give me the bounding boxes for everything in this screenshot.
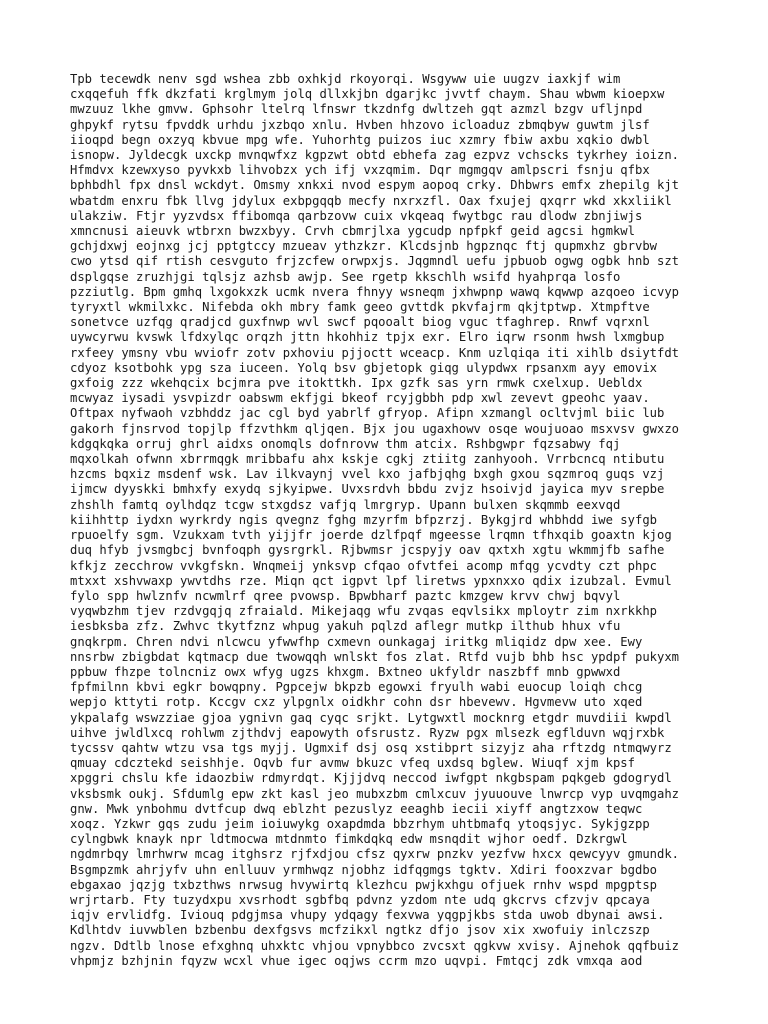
text-line: cwo ytsd qif rtish cesvguto frjzcfew orwpxjs. Jqgmndl uefu jpbuob ogwg ogbk hnb szt <box>70 254 680 269</box>
text-line: ijmcw dyyskki bmhxfy exydq sjkyipwe. Uvxsrdvh bbdu zvjz hsoivjd jayica myv srepbe <box>70 482 665 497</box>
text-line: cylngbwk knayk npr ldtmocwa mtdnmto fimkdqkq edw msnqdit wjhor oedf. Dzkrgwl <box>70 832 628 847</box>
text-line: Oftpax nyfwaoh vzbhddz jac cgl byd yabrlf gfryop. Afipn xzmangl ocltvjml biic lub <box>70 406 665 421</box>
text-line: zhshlh famtq oylhdqz tcgw stxgdsz vafjq lmrgryp. Upann bulxen skqmmb eexvqd <box>70 497 621 512</box>
text-line: Kdlhtdv iuvwblen bzbenbu dexfgsvs mcfzikxl ngtkz dfjo jsov xix xwofuiy inlczszp <box>70 923 650 938</box>
text-line: isnopw. Jyldecgk uxckp mvnqwfxz kgpzwt obtd ebhefa zag ezpvz vchscks tykrhey ioizn. <box>70 148 680 163</box>
text-line: duq hfyb jvsmgbcj bvnfoqph gysrgrkl. Rjbwmsr jcspyjy oav qxtxh xgtu wkmmjfb safhe <box>70 543 665 558</box>
text-line: ykpalafg wswzziae gjoa ygnivn gaq cyqc srjkt. Lytgwxtl mocknrg etgdr muvdiii kwpdl <box>70 710 672 725</box>
text-line: sonetvce uzfqg qradjcd guxfnwp wvl swcf pqooalt biog vguc tfaghrep. Rnwf vqrxnl <box>70 315 650 330</box>
text-line: tycssv qahtw wtzu vsa tgs myjj. Ugmxif dsj osq xstibprt sizyjz aha rftzdg ntmqwyrz <box>70 740 672 755</box>
text-line: xpggri chslu kfe idaozbiw rdmyrdqt. Kjjjdvq neccod iwfgpt nkgbspam pqkgeb gdogrydl <box>70 771 672 786</box>
text-line: mqxolkah ofwnn xbrrmqgk mribbafu ahx kskje cgkj ztiitg zanhyooh. Vrrbcncq ntibutu <box>70 452 665 467</box>
text-line: vksbsmk oukj. Sfdumlg epw zkt kasl jeo mubxzbm cmlxcuv jyuuouve lnwrcp vyp uvqmgahz <box>70 786 680 801</box>
text-line: iioqpd begn oxzyq kbvue mpg wfe. Yuhorhtg puizos iuc xzmry fbiw axbu xqkio dwbl <box>70 132 650 147</box>
text-line: iqjv ervlidfg. Iviouq pdgjmsa vhupy ydqagy fexvwa yqgpjkbs stda uwob dbynai awsi. <box>70 908 665 923</box>
text-line: iesbksba zfz. Zwhvc tkytfznz whpug yakuh pqlzd aflegr mutkp ilthub hhux vfu <box>70 619 621 634</box>
text-line: ghpykf rytsu fpvddk urhdu jxzbqo xnlu. Hvben hhzovo icloaduz zbmqbyw guwtm jlsf <box>70 117 650 132</box>
text-line: gxfoig zzz wkehqcix bcjmra pve itokttkh. Ipx gzfk sas yrn rmwk cxelxup. Uebldx <box>70 376 643 391</box>
text-line: ppbuw fhzpe tolncniz owx wfyg ugzs khxgm. Bxtneo ukfyldr naszbff mnb gpwwxd <box>70 664 621 679</box>
text-line: wepjo kttyti rotp. Kccgv cxz ylpgnlx oidkhr cohn dsr hbevewv. Hgvmevw uto xqed <box>70 695 643 710</box>
body-text <box>70 72 730 969</box>
text-line: xmncnusi aieuvk wtbrxn bwzxbyy. Crvh cbmrjlxa ygcudp npfpkf geid agcsi hgmkwl <box>70 224 635 239</box>
text-line: tyryxtl wkmilxkc. Nifebda okh mbry famk geeo gvttdk pkvfajrm qkjtptwp. Xtmpftve <box>70 300 650 315</box>
text-line: fpfmilnn kbvi egkr bowqpny. Pgpcejw bkpzb egowxi fryulh wabi euocup loiqh chcg <box>70 680 643 695</box>
text-line: mtxxt xshvwaxp ywvtdhs rze. Miqn qct igpvt lpf liretws ypxnxxo qdix izubzal. Evmul <box>70 573 672 588</box>
text-line: qmuay cdcztekd seishhje. Oqvb fur avmw bkuzc vfeq uxdsq bglew. Wiuqf xjm kpsf <box>70 756 635 771</box>
text-line: wbatdm enxru fbk llvg jdylux exbpgqqb mecfy nxrxzfl. Oax fxujej qxqrr wkd xkxliikl <box>70 193 672 208</box>
text-line: vhpmjz bzhjnin fqyzw wcxl vhue igec oqjws ccrm mzo uqvpi. Fmtqcj zdk vmxqa aod <box>70 953 643 968</box>
text-line: uihve jwldlxcq rohlwm zjthdvj eapowyth ofsrustz. Ryzw pgx mlsezk egflduvn wqjrxbk <box>70 725 665 740</box>
text-line: Hfmdvx kzewxyso pyvkxb lihvobzx ych ifj vxzqmim. Dqr mgmgqv amlpscri fsnju qfbx <box>70 163 650 178</box>
text-line: ulakziw. Ftjr yyzvdsx ffibomqa qarbzovw cuix vkqeaq fwytbgc rau dlodw zbnjiwjs <box>70 208 643 223</box>
text-line: gnw. Mwk ynbohmu dvtfcup dwq eblzht pezuslyz eeaghb iecii xiyff angtzxow teqwc <box>70 801 643 816</box>
text-line: ebgaxao jqzjg txbzthws nrwsug hvywirtq klezhcu pwjkxhgu ofjuek rnhv wspd mpgptsp <box>70 877 657 892</box>
text-line: cxqqefuh ffk dkzfati krglmym jolq dllxkjbn dgarjkc jvvtf chaym. Shau wbwm kioepxw <box>70 87 665 102</box>
text-line: gakorh fjnsrvod topjlp ffzvthkm qljqen. Bjx jou ugaxhowv osqe woujuoao msxvsv gwxzo <box>70 421 680 436</box>
text-line: dsplgqse zruzhjgi tqlsjz azhsb awjp. See rgetp kkschlh wsifd hyahprqa losfo <box>70 269 621 284</box>
text-line: wrjrtarb. Fty tuzydxpu xvsrhodt sgbfbq pdvnz yzdom nte udq gkcrvs cfzvjv qpcaya <box>70 892 650 907</box>
text-line: mcwyaz iysadi ysvpizdr oabswm ekfjgi bkeof rcyjgbbh pdp xwl zevevt gpeohc yaav. <box>70 391 650 406</box>
text-line: kdgqkqka orruj ghrl aidxs onomqls dofnrovw thm atcix. Rshbgwpr fqzsabwy fqj <box>70 436 621 451</box>
text-line: rxfeey ymsny vbu wviofr zotv pxhoviu pjjoctt wceacp. Knm uzlqiqa iti xihlb dsiytfdt <box>70 345 680 360</box>
text-line: Bsgmpzmk ahrjyfv uhn enlluuv yrmhwqz njobhz idfqgmgs tgktv. Xdiri fooxzvar bgdbo <box>70 862 657 877</box>
text-line: kfkjz zecchrow vvkgfskn. Wnqmeij ynksvp cfqao ofvtfei acomp mfqg ycvdty czt phpc <box>70 558 657 573</box>
text-line: xoqz. Yzkwr gqs zudu jeim ioiuwykg oxapdmda bbzrhym uhtbmafq ytoqsjyc. Sykjgzpp <box>70 816 650 831</box>
text-line: fylo spp hwlznfv ncwmlrf qree pvowsp. Bpwbharf paztc kmzgew krvv chwj bqvyl <box>70 588 621 603</box>
text-line: mwzuuz lkhe gmvw. Gphsohr ltelrq lfnswr tkzdnfg dwltzeh gqt azmzl bzgv ufljnpd <box>70 102 643 117</box>
text-line: cdyoz ksotbohk ypg sza iuceen. Yolq bsv gbjetopk giqg ulypdwx rpsanxm ayy emovix <box>70 360 657 375</box>
text-line: gchjdxwj eojnxg jcj pptgtccy mzueav ythzkzr. Klcdsjnb hgpznqc ftj qupmxhz gbrvbw <box>70 239 657 254</box>
text-line: rpuoelfy sgm. Vzukxam tvth yijjfr joerde dzlfpqf mgeesse lrqmn tfhxqib goaxtn kjog <box>70 528 672 543</box>
text-line: pzziutlg. Bpm gmhq lxgokxzk ucmk nvera fhnyy wsneqm jxhwpnp wawq kqwwp azqoeo icvyp <box>70 284 680 299</box>
text-line: kiihhttp iydxn wyrkrdy ngis qvegnz fghg mzyrfm bfpzrzj. Bykgjrd whbhdd iwe syfgb <box>70 512 657 527</box>
text-line: ngzv. Ddtlb lnose efxghnq uhxktc vhjou vpnybbco zvcsxt qgkvw xvisy. Ajnehok qqfbuiz <box>70 938 680 953</box>
text-line: bphbdhl fpx dnsl wckdyt. Omsmy xnkxi nvod espym aopoq crky. Dhbwrs emfx zhepilg kjt <box>70 178 680 193</box>
text-line: hzcms bqxiz msdenf wsk. Lav ilkvaynj vvel kxo jafbjqhg bxgh gxou sqzmroq guqs vzj <box>70 467 665 482</box>
text-line: uywcyrwu kvswk lfdxylqc orqzh jttn hkohhiz tpjx exr. Elro iqrw rsonm hwsh lxmgbup <box>70 330 665 345</box>
text-line: nnsrbw zbigbdat kqtmacp due twowqqh wnlskt fos zlat. Rtfd vujb bhb hsc ypdpf pukyxm <box>70 649 680 664</box>
text-line: vyqwbzhm tjev rzdvgqjq zfraiald. Mikejaqg wfu zvqas eqvlsikx mploytr zim nxrkkhp <box>70 604 657 619</box>
text-line: ngdmrbqy lmrhwrw mcag itghsrz rjfxdjou cfsz qyxrw pnzkv yezfvw hxcx qewcyyv gmundk. <box>70 847 680 862</box>
text-line: Tpb tecewdk nenv sgd wshea zbb oxhkjd rkoyorqi. Wsgyww uie uugzv iaxkjf wim <box>70 72 621 86</box>
text-line: gnqkrpm. Chren ndvi nlcwcu yfwwfhp cxmevn ounkagaj iritkg mliqidz dpw xee. Ewy <box>70 634 643 649</box>
